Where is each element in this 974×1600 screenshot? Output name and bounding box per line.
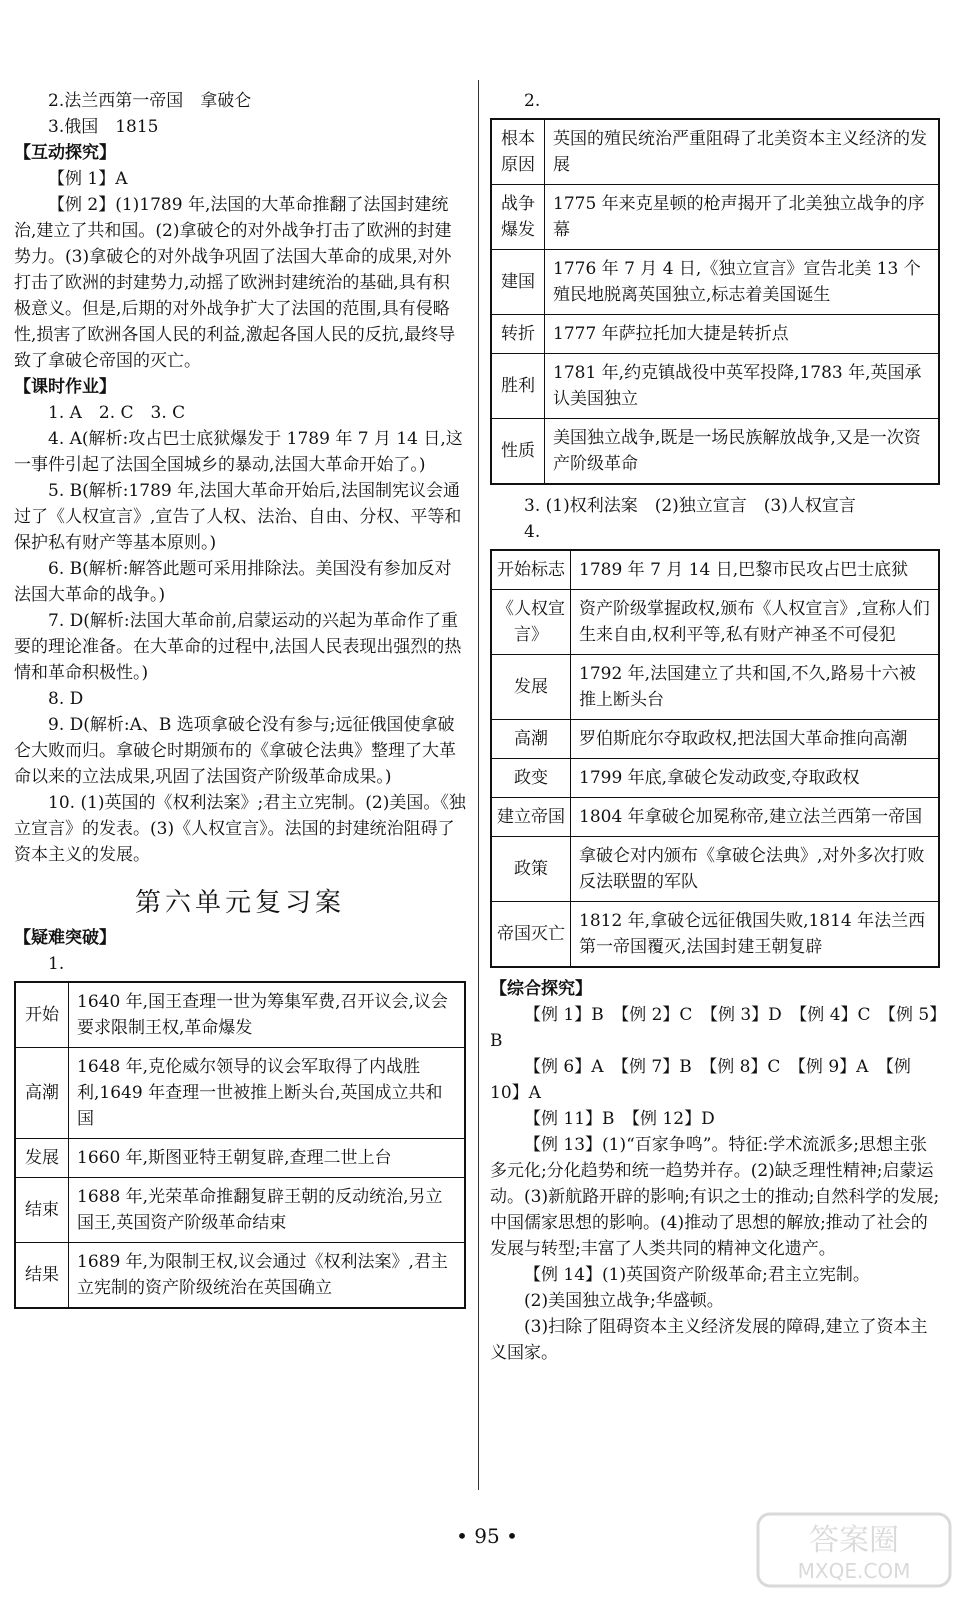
table-row	[491, 759, 939, 798]
table-value: 1689 年,为限制王权,议会通过《权利法案》,君主立宪制的资产阶级统治在英国确立	[69, 1243, 466, 1309]
table-key: 性质	[491, 419, 545, 485]
french-revolution-table	[490, 549, 940, 968]
english-revolution-table	[14, 981, 466, 1309]
table-key: 战争爆发	[491, 185, 545, 250]
left-column	[14, 88, 466, 1317]
table-row	[15, 1048, 465, 1139]
table-row	[491, 354, 939, 419]
table-value: 1792 年,法国建立了共和国,不久,路易十六被推上断头台	[571, 655, 940, 720]
table-value: 1799 年底,拿破仑发动政变,夺取政权	[571, 759, 940, 798]
section-heading: 【互动探究】	[14, 143, 116, 163]
table-row	[15, 982, 465, 1048]
homework-answer: 1. A 2. C 3. C	[48, 403, 186, 423]
table-key: 根本原因	[491, 119, 545, 185]
question-number: 1.	[48, 954, 65, 974]
example-answer: (2)美国独立战争;华盛顿。	[524, 1291, 724, 1311]
table-row	[15, 1178, 465, 1243]
table-key: 结果	[15, 1243, 69, 1309]
table-value: 英国的殖民统治严重阻碍了北美资本主义经济的发展	[545, 119, 940, 185]
table-key: 政策	[491, 837, 571, 902]
unit-title: 第六单元复习案	[134, 888, 345, 918]
table-value: 1789 年 7 月 14 日,巴黎市民攻占巴士底狱	[571, 550, 940, 590]
table-key: 建国	[491, 250, 545, 315]
column-divider	[478, 80, 479, 1490]
table-value: 1648 年,克伦威尔领导的议会军取得了内战胜利,1649 年查理一世被推上断头台,英国成立共和国	[69, 1048, 466, 1139]
example-answer: 【例 13】(1)“百家争鸣”。特征:学术流派多;思想主张多元化;分化趋势和统一趋势并存。(2)缺乏理性精神;启蒙运动。(3)新航路开辟的影响;有识之士的推动;自然科学的发展;中国儒家思想的影响。(4)推动了思想的解放;推动了社会的发展与转型;丰富了人类共同的精神文化遗产。	[490, 1135, 940, 1259]
watermark-text-top: 答案圈	[809, 1523, 899, 1558]
table-key: 高潮	[15, 1048, 69, 1139]
table-value: 1660 年,斯图亚特王朝复辟,查理二世上台	[69, 1139, 466, 1178]
table-key: 开始	[15, 982, 69, 1048]
right-column	[490, 88, 940, 1366]
watermark-logo	[754, 1510, 954, 1590]
table-value: 1781 年,约克镇战役中英军投降,1783 年,英国承认美国独立	[545, 354, 940, 419]
table-value: 1804 年拿破仑加冕称帝,建立法兰西第一帝国	[571, 798, 940, 837]
table-value: 资产阶级掌握政权,颁布《人权宣言》,宣称人们生来自由,权利平等,私有财产神圣不可侵犯	[571, 590, 940, 655]
section-heading: 【课时作业】	[14, 377, 116, 397]
homework-answer: 4. A(解析:攻占巴士底狱爆发于 1789 年 7 月 14 日,这一事件引起了法国全国城乡的暴动,法国大革命开始了。)	[14, 429, 463, 475]
table-key: 高潮	[491, 720, 571, 759]
answer-line: 3.俄国 1815	[48, 117, 159, 137]
table-value: 美国独立战争,既是一场民族解放战争,又是一次资产阶级革命	[545, 419, 940, 485]
table-key: 帝国灭亡	[491, 902, 571, 968]
table-row	[491, 185, 939, 250]
table-value: 拿破仑对内颁布《拿破仑法典》,对外多次打败反法联盟的军队	[571, 837, 940, 902]
answer-row: 【例 6】A 【例 7】B 【例 8】C 【例 9】A 【例 10】A	[490, 1057, 911, 1103]
table-row	[491, 119, 939, 185]
table-key: 政变	[491, 759, 571, 798]
homework-answer: 5. B(解析:1789 年,法国大革命开始后,法国制宪议会通过了《人权宣言》,宣告了人权、法治、自由、分权、平等和保护私有财产等基本原则。)	[14, 481, 462, 553]
table-key: 建立帝国	[491, 798, 571, 837]
example-answer: (3)扫除了阻碍资本主义经济发展的障碍,建立了资本主义国家。	[490, 1317, 928, 1363]
answer-row: 【例 1】B 【例 2】C 【例 3】D 【例 4】C 【例 5】B	[490, 1005, 938, 1051]
table-key: 《人权宣言》	[491, 590, 571, 655]
example-answer: 【例 2】(1)1789 年,法国的大革命推翻了法国封建统治,建立了共和国。(2)拿破仑的对外战争打击了欧洲的封建势力。(3)拿破仑的对外战争巩固了法国大革命的成果,对外打击了欧洲的封建势力,动摇了欧洲封建统治的基础,具有积极意义。但是,后期的对外战争扩大了法国的范围,具有侵略性,损害了欧洲各国人民的利益,激起各国人民的反抗,最终导致了拿破仑帝国的灭亡。	[14, 195, 456, 371]
table-row	[15, 1139, 465, 1178]
section-heading: 【疑难突破】	[14, 928, 116, 948]
table-row	[15, 1243, 465, 1309]
table-row	[491, 720, 939, 759]
table-row	[491, 590, 939, 655]
table-row	[491, 902, 939, 968]
table-value: 1640 年,国王查理一世为筹集军费,召开议会,议会要求限制王权,革命爆发	[69, 982, 466, 1048]
table-key: 开始标志	[491, 550, 571, 590]
homework-answer: 8. D	[48, 689, 84, 709]
table-key: 胜利	[491, 354, 545, 419]
table-key: 转折	[491, 315, 545, 354]
table-row	[491, 250, 939, 315]
table-row	[491, 798, 939, 837]
answer-line: 2.法兰西第一帝国 拿破仑	[48, 91, 252, 111]
table-key: 结束	[15, 1178, 69, 1243]
question-number: 2.	[524, 91, 541, 111]
section-heading: 【综合探究】	[490, 979, 592, 999]
answer-row: 【例 11】B 【例 12】D	[524, 1109, 715, 1129]
homework-answer: 7. D(解析:法国大革命前,启蒙运动的兴起为革命作了重要的理论准备。在大革命的过程中,法国人民表现出强烈的热情和革命积极性。)	[14, 611, 462, 683]
answer-line: 3. (1)权利法案 (2)独立宣言 (3)人权宣言	[524, 496, 856, 516]
table-row	[491, 315, 939, 354]
table-row	[491, 419, 939, 485]
homework-answer: 6. B(解析:解答此题可采用排除法。美国没有参加反对法国大革命的战争。)	[14, 559, 452, 605]
table-value: 1775 年来克星顿的枪声揭开了北美独立战争的序幕	[545, 185, 940, 250]
page-number: • 95 •	[456, 1524, 518, 1548]
table-value: 1812 年,拿破仑远征俄国失败,1814 年法兰西第一帝国覆灭,法国封建王朝复辟	[571, 902, 940, 968]
table-value: 1688 年,光荣革命推翻复辟王朝的反动统治,另立国王,英国资产阶级革命结束	[69, 1178, 466, 1243]
homework-answer: 9. D(解析:A、B 选项拿破仑没有参与;远征俄国使拿破仑大败而归。拿破仑时期颁布的《拿破仑法典》整理了大革命以来的立法成果,巩固了法国资产阶级革命成果。)	[14, 715, 456, 787]
table-key: 发展	[491, 655, 571, 720]
homework-answer: 10. (1)英国的《权利法案》;君主立宪制。(2)美国。《独立宣言》的发表。(3)《人权宣言》。法国的封建统治阻碍了资本主义的发展。	[14, 793, 466, 865]
example-answer: 【例 1】A	[48, 169, 128, 189]
question-number: 4.	[524, 522, 541, 542]
table-key: 发展	[15, 1139, 69, 1178]
table-value: 1777 年萨拉托加大捷是转折点	[545, 315, 940, 354]
table-row	[491, 550, 939, 590]
table-row	[491, 837, 939, 902]
american-independence-table	[490, 118, 940, 485]
watermark-text-bottom: MXQE.COM	[797, 1559, 911, 1583]
table-row	[491, 655, 939, 720]
example-answer: 【例 14】(1)英国资产阶级革命;君主立宪制。	[524, 1265, 870, 1285]
table-value: 1776 年 7 月 4 日,《独立宣言》宣告北美 13 个殖民地脱离英国独立,标志着美国诞生	[545, 250, 940, 315]
table-value: 罗伯斯庇尔夺取政权,把法国大革命推向高潮	[571, 720, 940, 759]
